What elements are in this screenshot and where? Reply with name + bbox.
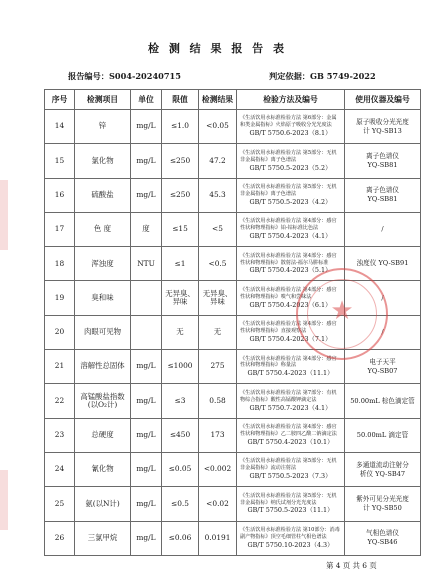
cell-no: 22	[45, 384, 75, 418]
cell-unit: mg/L	[131, 418, 162, 452]
method-standard: GB/T 5750.4-2023（10.1）	[247, 437, 334, 446]
instrument-line: 原子吸收分光光度	[356, 117, 409, 126]
cell-item: 高锰酸盐指数(以O₂计)	[75, 384, 131, 418]
instrument-line: 离子色谱仪	[366, 186, 399, 195]
cell-method	[237, 452, 345, 486]
cell-limit: 无	[162, 315, 199, 349]
cell-method	[237, 521, 345, 555]
method-name: 《生活饮用水标准检验方法 第4部分：感官性状和物理指标》直接观察法	[240, 321, 337, 335]
judgement-basis-value: GB 5749-2022	[309, 71, 376, 81]
cell-no: 17	[45, 212, 75, 246]
method-standard: GB/T 5750.10-2023（4.3）	[247, 540, 334, 549]
cell-method	[237, 110, 345, 144]
left-edge-stamp-mark	[0, 180, 8, 250]
cell-no: 16	[45, 178, 75, 212]
report-number-label: 报告编号：	[68, 71, 109, 81]
cell-instrument	[345, 487, 421, 521]
method-name: 《生活饮用水标准检验方法 第6部分：金属和类金属指标》火焰原子吸收分光光度法	[240, 115, 337, 129]
cell-unit	[131, 315, 162, 349]
cell-unit: mg/L	[131, 521, 162, 555]
cell-method	[237, 315, 345, 349]
table-row	[45, 487, 421, 521]
cell-instrument	[345, 178, 421, 212]
instrument-line: 紫外可见分光光度	[356, 495, 409, 504]
cell-limit: 无异臭、异味	[162, 281, 199, 315]
cell-method	[237, 247, 345, 281]
cell-no: 23	[45, 418, 75, 452]
cell-item: 锌	[75, 110, 131, 144]
method-standard: GB/T 5750.5-2023（11.1）	[247, 506, 334, 515]
cell-instrument	[345, 384, 421, 418]
table-row	[45, 110, 421, 144]
instrument-line: /	[381, 327, 384, 336]
cell-limit: ≤1	[162, 247, 199, 281]
cell-unit: mg/L	[131, 350, 162, 384]
method-standard: GB/T 5750.5-2023（7.3）	[249, 472, 332, 481]
cell-method	[237, 144, 345, 178]
instrument-line: /	[381, 293, 384, 302]
instrument-line: 电子天平	[369, 357, 396, 366]
table-row	[45, 315, 421, 349]
table-row	[45, 350, 421, 384]
cell-limit: ≤250	[162, 178, 199, 212]
cell-method	[237, 418, 345, 452]
cell-method	[237, 350, 345, 384]
cell-item: 氰化物	[75, 452, 131, 486]
cell-item: 肉眼可见物	[75, 315, 131, 349]
cell-limit: ≤0.5	[162, 487, 199, 521]
method-name: 《生活饮用水标准检验方法 第5部分：无机非金属指标》离子色谱法	[240, 184, 337, 197]
judgement-basis-label: 判定依据：	[269, 71, 310, 81]
method-name: 《生活饮用水标准检验方法 第7部分：有机物综合指标》酸性高锰酸钾滴定法	[240, 389, 337, 403]
cell-limit: ≤0.05	[162, 452, 199, 486]
cell-limit: ≤1.0	[162, 110, 199, 144]
cell-no: 21	[45, 350, 75, 384]
table-row	[45, 452, 421, 486]
table-row	[45, 521, 421, 555]
cell-no: 26	[45, 521, 75, 555]
cell-unit: NTU	[131, 247, 162, 281]
method-standard: GB/T 5750.4-2023（6.1）	[249, 300, 332, 309]
method-standard: GB/T 5750.5-2023（5.2）	[249, 163, 332, 172]
cell-limit: ≤0.06	[162, 521, 199, 555]
method-standard: GB/T 5750.7-2023（4.1）	[249, 403, 332, 412]
table-body	[45, 110, 421, 556]
method-name: 《生活饮用水标准检验方法 第4部分：感官性状和物理指标》乙二胺四乙酸二钠滴定法	[240, 424, 337, 437]
cell-instrument	[345, 144, 421, 178]
cell-instrument	[345, 281, 421, 315]
method-standard: GB/T 5750.6-2023（8.1）	[249, 129, 332, 138]
instrument-code: YQ-SB07	[367, 366, 398, 375]
cell-result: 173	[199, 418, 237, 452]
table-row	[45, 178, 421, 212]
report-number	[68, 71, 181, 82]
report-number-value: S004-20240715	[108, 71, 181, 81]
cell-unit: 度	[131, 212, 162, 246]
instrument-line: /	[381, 225, 384, 234]
cell-unit: mg/L	[131, 110, 162, 144]
header-limit: 限值	[162, 90, 199, 110]
cell-instrument	[345, 212, 421, 246]
method-name: 《生活饮用水标准检验方法 第4部分：感官性状和物理指标》称量法	[240, 355, 337, 369]
cell-result: <0.05	[199, 110, 237, 144]
method-standard: GB/T 5750.4-2023（11.1）	[247, 369, 334, 378]
instrument-line: 浊度仪 YQ-SB91	[356, 259, 409, 268]
cell-item: 总硬度	[75, 418, 131, 452]
method-name: 《生活饮用水标准检验方法 第10部分：消毒副产物指标》顶空毛细管柱气相色谱法	[240, 527, 340, 540]
method-name: 《生活饮用水标准检验方法 第4部分：感官性状和物理指标》铂-钴标准比色法	[240, 218, 337, 232]
results-table	[44, 89, 421, 556]
cell-unit: mg/L	[131, 144, 162, 178]
cell-no: 24	[45, 452, 75, 486]
method-name: 《生活饮用水标准检验方法 第4部分：感官性状和物理指标》散射法-福尔马肼标准	[240, 252, 337, 266]
cell-item: 氨(以N计)	[75, 487, 131, 521]
header-result: 检测结果	[199, 90, 237, 110]
cell-instrument	[345, 350, 421, 384]
cell-result: 45.3	[199, 178, 237, 212]
header-unit: 单位	[131, 90, 162, 110]
table-row	[45, 212, 421, 246]
cell-no: 14	[45, 110, 75, 144]
method-standard: GB/T 5750.4-2023（7.1）	[249, 334, 332, 343]
cell-result: 0.58	[199, 384, 237, 418]
cell-item: 溶解性总固体	[75, 350, 131, 384]
cell-item: 臭和味	[75, 281, 131, 315]
cell-result: 275	[199, 350, 237, 384]
table-row	[45, 418, 421, 452]
method-name: 《生活饮用水标准检验方法 第5部分：无机非金属指标》流动注射法	[240, 458, 337, 472]
cell-method	[237, 281, 345, 315]
cell-instrument	[345, 247, 421, 281]
header-method: 检验方法及编号	[237, 90, 345, 110]
method-standard: GB/T 5750.4-2023（4.1）	[249, 232, 332, 241]
instrument-line: 气相色谱仪	[366, 529, 399, 538]
cell-method	[237, 384, 345, 418]
header-item: 检测项目	[75, 90, 131, 110]
cell-result: 无异臭、异味	[199, 281, 237, 315]
cell-no: 20	[45, 315, 75, 349]
cell-item: 硫酸盐	[75, 178, 131, 212]
instrument-code: 计 YQ-SB50	[363, 503, 402, 512]
cell-limit: ≤450	[162, 418, 199, 452]
instrument-line: 离子色谱仪	[366, 152, 399, 161]
cell-no: 25	[45, 487, 75, 521]
cell-item: 浑浊度	[75, 247, 131, 281]
report-title: 检 测 结 果 报 告 表	[148, 42, 287, 55]
instrument-line: 多通道流动注射分	[356, 460, 409, 469]
cell-item: 三氯甲烷	[75, 521, 131, 555]
cell-result: <5	[199, 212, 237, 246]
cell-unit: mg/L	[131, 384, 162, 418]
cell-result: <0.02	[199, 487, 237, 521]
cell-unit: mg/L	[131, 487, 162, 521]
cell-unit	[131, 281, 162, 315]
cell-instrument	[345, 110, 421, 144]
cell-result: 0.0191	[199, 521, 237, 555]
cell-limit: ≤15	[162, 212, 199, 246]
cell-instrument	[345, 315, 421, 349]
cell-instrument	[345, 418, 421, 452]
cell-method	[237, 212, 345, 246]
method-standard: GB/T 5750.4-2023（5.1）	[249, 266, 332, 275]
cell-result: <0.5	[199, 247, 237, 281]
table-row	[45, 144, 421, 178]
instrument-code: 析仪 YQ-SB47	[359, 469, 406, 478]
cell-method	[237, 178, 345, 212]
cell-limit: ≤1000	[162, 350, 199, 384]
judgement-basis	[269, 71, 376, 82]
cell-result: 47.2	[199, 144, 237, 178]
instrument-code: YQ-SB81	[367, 160, 398, 169]
cell-limit: ≤250	[162, 144, 199, 178]
cell-item: 色 度	[75, 212, 131, 246]
table-row	[45, 281, 421, 315]
instrument-line: 50.00mL 滴定管	[356, 430, 409, 439]
header-instrument: 使用仪器及编号	[345, 90, 421, 110]
table-row	[45, 384, 421, 418]
seal-star-icon: ★	[330, 296, 354, 326]
method-name: 《生活饮用水标准检验方法 第4部分：感官性状和物理指标》嗅气和尝味法	[240, 286, 337, 300]
cell-no: 15	[45, 144, 75, 178]
cell-result: <0.002	[199, 452, 237, 486]
cell-item: 氯化物	[75, 144, 131, 178]
table-header-row	[45, 90, 421, 110]
cell-instrument	[345, 521, 421, 555]
cell-instrument	[345, 452, 421, 486]
left-edge-stamp-mark-lower	[0, 470, 8, 530]
instrument-code: 计 YQ-SB13	[363, 126, 402, 135]
cell-limit: ≤3	[162, 384, 199, 418]
instrument-code: YQ-SB46	[367, 538, 398, 547]
cell-no: 19	[45, 281, 75, 315]
cell-result: 无	[199, 315, 237, 349]
cell-no: 18	[45, 247, 75, 281]
table-row	[45, 247, 421, 281]
cell-unit: mg/L	[131, 178, 162, 212]
page-number: 第 4 页 共 6 页	[326, 561, 377, 570]
method-name: 《生活饮用水标准检验方法 第5部分：无机非金属指标》离子色谱法	[240, 149, 337, 163]
header-no: 序号	[45, 90, 75, 110]
method-name: 《生活饮用水标准检验方法 第5部分：无机非金属指标》纳氏试剂分光光度法	[240, 492, 337, 506]
method-standard: GB/T 5750.5-2023（4.2）	[249, 197, 332, 206]
instrument-line: 50.00mL 棕色滴定管	[350, 396, 415, 405]
instrument-code: YQ-SB81	[367, 195, 398, 204]
cell-unit: mg/L	[131, 452, 162, 486]
cell-method	[237, 487, 345, 521]
